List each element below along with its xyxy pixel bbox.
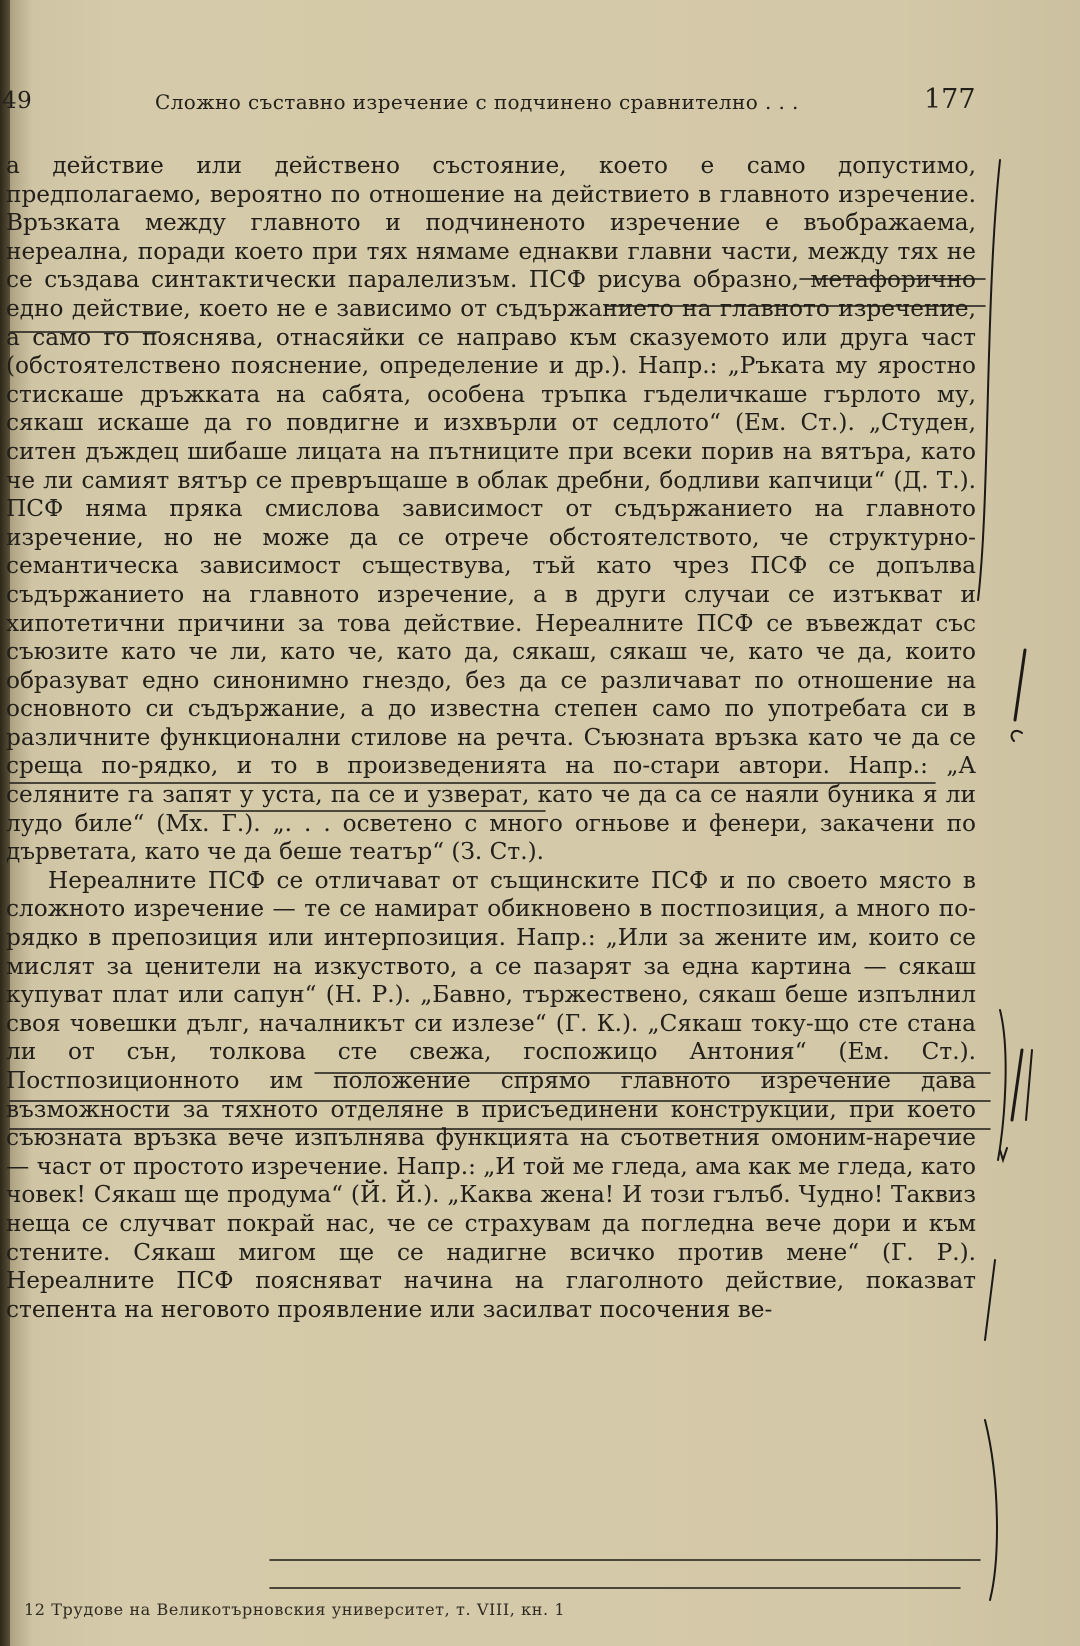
page-number: 177 <box>924 84 976 115</box>
margin-bracket-1 <box>978 160 1000 600</box>
margin-bracket-9 <box>985 1420 997 1600</box>
margin-mark-2 <box>1015 650 1025 720</box>
margin-mark-7 <box>1000 1148 1007 1160</box>
running-title: Сложно съставно изречение с подчинено сравнително . . . <box>155 90 799 114</box>
margin-mark-5 <box>1012 1050 1022 1120</box>
body-text <box>6 152 976 1324</box>
footer-signature: 12 Трудове на Великотърновския университет, т. VIII, кн. 1 <box>24 1600 566 1619</box>
paragraph-1: а действие или действено състояние, което е само допустимо, предполагаемо, вероятно по отношение на действието в главното изречение. Връзката между главното и подчиненото изречение е въображаема, нереална, поради което при тях нямаме еднакви главни части, между тях не се създава синтактически паралелизъм. ПСФ рисува образно, метафорично едно действие, което не е зависимо от съдържанието на главното изречение, а само го пояснява, отнасяйки се направо към сказуемото или друга част (обстоятелствено пояснение, определение и др.). Напр.: „Ръката му яростно стискаше дръжката на сабята, особена тръпка гъделичкаше гърлото му, сякаш искаше да го повдигне и изхвърли от седлото“ (Ем. Ст.). „Студен, ситен дъждец шибаше лицата на пътниците при всеки порив на вятъра, като че ли самият вятър се превръщаше в облак дребни, бодливи капчици“ (Д. Т.). ПСФ няма пряка смислова зависимост от съдържанието на главното изречение, но не може да се отрече обстоятелството, че структурно-семантическа зависимост съществува, тъй като чрез ПСФ се допълва съдържанието на главното изречение, а в други случаи се изтъкват и хипотетични причини за това действие. Нереалните ПСФ се въвеждат със съюзите като че ли, като че, като да, сякаш, сякаш че, като че да, които образуват едно синонимно гнездо, без да се различават по отношение на основното си съдържание, а до известна степен само по употребата си в различните функционални стилове на речта. Съюзната връзка като че да се среща по-рядко, и то в произведенията на по-стари автори. Напр.: „А селяните га запят у уста, па се и узверат, като че да са се наяли буника я ли лудо биле“ (Мх. Г.). „. . . осветено с много огньове и фенери, закачени по дърветата, като че да беше театър“ (З. Ст.). <box>6 152 976 866</box>
paragraph-2: Нереалните ПСФ се отличават от същинските ПСФ и по своето място в сложното изречение — те се намират обикновено в постпозиция, а много по-рядко в препозиция или интерпозиция. Напр.: „Или за жените им, които се мислят за ценители на изкуството, а се пазарят за една картина — сякаш купуват плат или сапун“ (Н. Р.). „Бавно, тържествено, сякаш беше изпълнил своя човешки дълг, началникът си излезе“ (Г. К.). „Сякаш току-що сте стана ли от сън, толкова сте свежа, госпожицо Антония“ (Ем. Ст.). Постпозиционното им положение спрямо главното изречение дава възможности за тяхното отделяне в присъединени конструкции, при което съюзната връзка вече изпълнява функцията на съответния омоним-наречие — част от простото изречение. Напр.: „И той ме гледа, ама как ме гледа, като човек! Сякаш ще продума“ (Й. Й.). „Каква жена! И този гълъб. Чудно! Таквиз неща се случват покрай нас, че се страхувам да погледна вече дори и към стените. Сякаш мигом ще се надигне всичко против мене“ (Г. Р.). Нереалните ПСФ поясняват начина на глаголното действие, показват степента на неговото проявление или засилват посочения ве- <box>6 866 976 1323</box>
margin-bracket-8 <box>985 1260 995 1340</box>
running-header <box>0 86 1080 126</box>
margin-mark-6 <box>1026 1050 1032 1120</box>
margin-hook-3 <box>1012 731 1022 741</box>
margin-bracket-4 <box>998 1010 1006 1160</box>
header-folio: 49 <box>2 88 33 114</box>
